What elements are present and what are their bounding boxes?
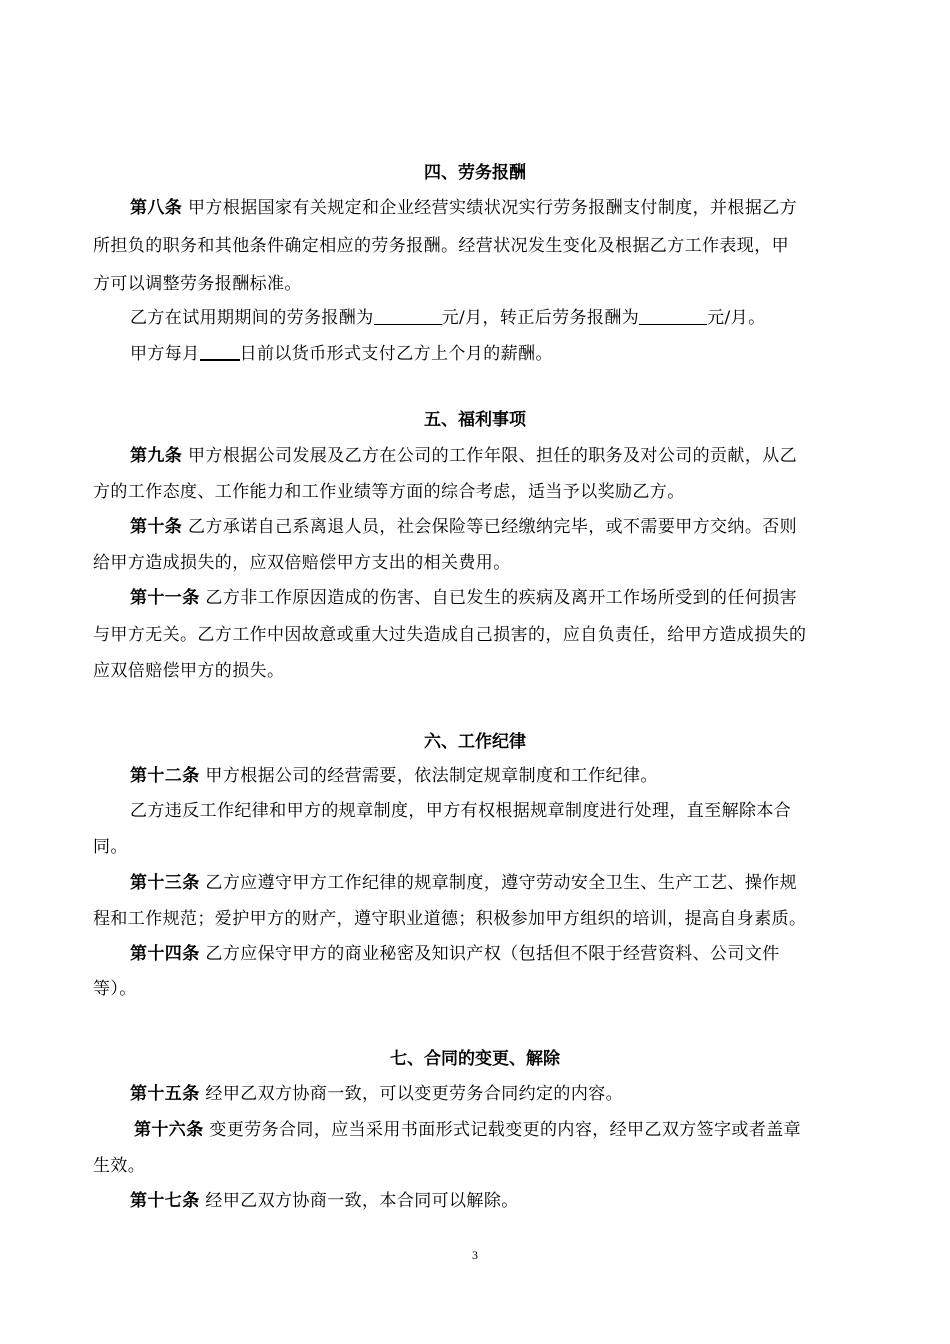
section-heading-4: 四、劳务报酬: [424, 163, 526, 183]
article-8-line-1: [130, 193, 797, 218]
salary-text-a: 乙方在试用期期间的劳务报酬为: [130, 308, 374, 328]
article-text: 经甲乙双方协商一致，本合同可以解除。: [205, 1191, 519, 1211]
article-label: 第十一条: [130, 588, 200, 608]
salary-paragraph: [130, 303, 765, 328]
article-text: 甲方根据国家有关规定和企业经营实绩状况实行劳务报酬支付制度，并根据乙方: [188, 198, 798, 218]
regular-salary-blank[interactable]: [639, 308, 707, 325]
article-14-line-1: [130, 939, 780, 964]
article-8-line-3: 方可以调整劳务报酬标准。: [93, 274, 302, 294]
article-label: 第十二条: [130, 766, 200, 786]
article-12-paragraph-2-line-1: 乙方违反工作纪律和甲方的规章制度，甲方有权根据规章制度进行处理，直至解除本合: [130, 801, 792, 821]
article-10-line-2: 给甲方造成损失的，应双倍赔偿甲方支出的相关费用。: [93, 553, 511, 573]
article-9-line-2: 方的工作态度、工作能力和工作业绩等方面的综合考虑，适当予以奖励乙方。: [93, 482, 685, 502]
payday-text-a: 甲方每月: [130, 344, 200, 364]
article-text: 乙方非工作原因造成的伤害、自已发生的疾病及离开工作场所受到的任何损害: [205, 588, 798, 608]
payday-blank[interactable]: [200, 343, 240, 361]
article-text: 甲方根据公司发展及乙方在公司的工作年限、担任的职务及对公司的贡献，从乙: [188, 446, 798, 466]
article-text: 乙方应遵守甲方工作纪律的规章制度，遵守劳动安全卫生、生产工艺、操作规: [205, 873, 798, 893]
article-16-line-1: [134, 1115, 801, 1140]
section-heading-5: 五、福利事项: [424, 410, 526, 430]
article-label: 第十条: [130, 517, 183, 537]
salary-text-c: 元/月。: [707, 308, 766, 328]
page-number: 3: [472, 1248, 478, 1262]
article-11-line-1: [130, 583, 797, 608]
article-label: 第十五条: [130, 1084, 200, 1104]
article-12-line-1: [130, 761, 658, 786]
article-11-line-3: 应双倍赔偿甲方的损失。: [93, 661, 285, 681]
article-12-paragraph-2-line-2: 同。: [93, 837, 128, 857]
article-13-line-1: [130, 868, 797, 893]
article-text: 乙方应保守甲方的商业秘密及知识产权（包括但不限于经营资料、公司文件: [205, 944, 780, 964]
section-heading-7: 七、合同的变更、解除: [390, 1049, 560, 1069]
article-label: 第十三条: [130, 873, 200, 893]
section-heading-6: 六、工作纪律: [424, 732, 526, 752]
article-13-line-2: 程和工作规范；爱护甲方的财产，遵守职业道德；积极参加甲方组织的培训，提高自身素质。: [93, 909, 807, 929]
article-label: 第十六条: [134, 1120, 204, 1140]
article-text: 甲方根据公司的经营需要，依法制定规章制度和工作纪律。: [205, 766, 658, 786]
article-label: 第十七条: [130, 1191, 200, 1211]
payday-paragraph: [130, 339, 553, 364]
payday-text-b: 日前以货币形式支付乙方上个月的薪酬。: [239, 344, 553, 364]
article-11-line-2: 与甲方无关。乙方工作中因故意或重大过失造成自己损害的，应自负责任，给甲方造成损失的: [93, 625, 807, 645]
article-8-line-2: 所担负的职务和其他条件确定相应的劳务报酬。经营状况发生变化及根据乙方工作表现，甲: [93, 236, 789, 256]
article-17-line-1: [130, 1186, 519, 1211]
trial-salary-blank[interactable]: [374, 308, 442, 325]
article-9-line-1: [130, 441, 797, 466]
article-16-line-2: 生效。: [93, 1156, 146, 1176]
article-15-line-1: [130, 1079, 623, 1104]
article-label: 第十四条: [130, 944, 200, 964]
article-text: 经甲乙双方协商一致，可以变更劳务合同约定的内容。: [205, 1084, 624, 1104]
article-10-line-1: [130, 512, 797, 537]
article-text: 乙方承诺自己系离退人员，社会保险等已经缴纳完毕，或不需要甲方交纳。否则: [188, 517, 798, 537]
article-text: 变更劳务合同，应当采用书面形式记载变更的内容，经甲乙双方签字或者盖章: [209, 1120, 802, 1140]
salary-text-b: 元/月，转正后劳务报酬为: [441, 308, 640, 328]
article-14-line-2: 等）。: [93, 979, 137, 999]
article-label: 第九条: [130, 446, 183, 466]
article-label: 第八条: [130, 198, 183, 218]
